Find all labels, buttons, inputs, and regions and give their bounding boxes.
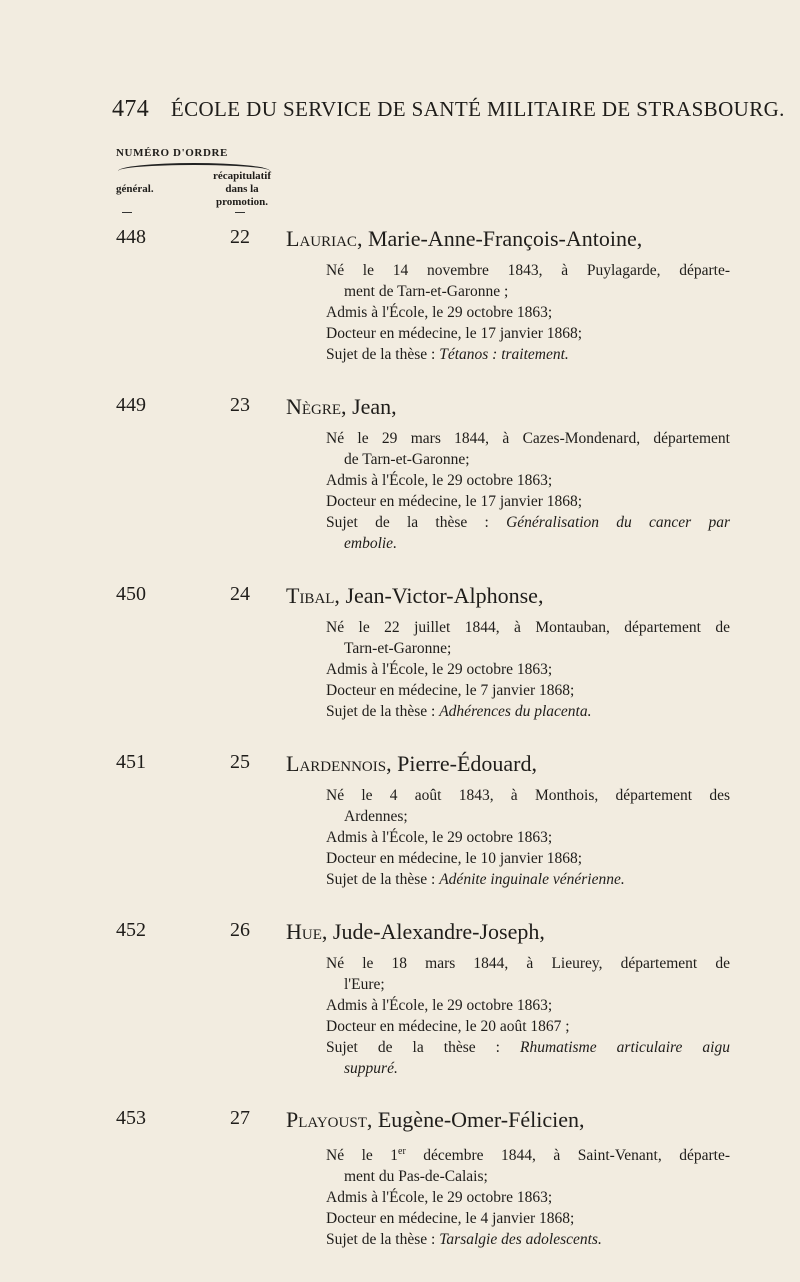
recap-number: 26 [230,919,250,941]
general-number: 450 [116,583,146,605]
general-number: 453 [116,1107,146,1129]
recap-number: 27 [230,1107,250,1129]
recap-number: 22 [230,226,250,248]
thesis-line: Sujet de la thèse : Tétanos : traitement. [326,346,569,363]
birth-line: Né le 22 juillet 1844, à Montauban, département de [326,619,730,636]
entry-name: Lauriac, Marie-Anne-François-Antoine, [286,226,643,251]
birth-line-cont: l'Eure; [344,976,385,993]
doctorate-line: Docteur en médecine, le 7 janvier 1868; [326,682,575,699]
general-number: 451 [116,751,146,773]
page-number: 474 [112,96,150,122]
entry-details [326,785,730,890]
birth-line: Né le 1er décembre 1844, à Saint-Venant, départe- [326,1146,730,1165]
birth-line-cont: ment du Pas-de-Calais; [344,1168,488,1186]
entry-name: Tibal, Jean-Victor-Alphonse, [286,583,544,608]
general-number: 448 [116,226,146,248]
birth-line: Né le 4 août 1843, à Monthois, département des [326,787,730,804]
column-header-recap: récapitulatif dans la promotion. [212,170,272,208]
thesis-line: Sujet de la thèse : Tarsalgie des adolescents. [326,1231,602,1249]
thesis-line-cont: suppuré. [344,1060,398,1077]
entry-details [326,428,730,554]
recap-number: 23 [230,394,250,416]
admission-line: Admis à l'École, le 29 octobre 1863; [326,1189,553,1207]
recap-number: 24 [230,583,250,605]
admission-line: Admis à l'École, le 29 octobre 1863; [326,829,553,846]
entry-name: Nègre, Jean, [286,394,397,419]
thesis-line: Sujet de la thèse : Adénite inguinale vénérienne. [326,871,625,888]
thesis-line: Sujet de la thèse : Généralisation du cancer par [326,514,730,531]
entry-details [326,1141,730,1250]
thesis-line: Sujet de la thèse : Adhérences du placenta. [326,703,592,720]
birth-line: Né le 14 novembre 1843, à Puylagarde, départe- [326,262,730,279]
entry-name: Lardennois, Pierre-Édouard, [286,751,537,776]
column-dash-general [122,212,132,213]
admission-line: Admis à l'École, le 29 octobre 1863; [326,472,553,489]
birth-line-cont: de Tarn-et-Garonne; [344,451,470,468]
general-number: 452 [116,919,146,941]
column-dash-recap [235,212,245,213]
birth-line-cont: ment de Tarn-et-Garonne ; [344,283,509,300]
birth-line: Né le 18 mars 1844, à Lieurey, département de [326,955,730,972]
column-header-top: NUMÉRO D'ORDRE [116,147,228,159]
admission-line: Admis à l'École, le 29 octobre 1863; [326,304,553,321]
thesis-line: Sujet de la thèse : Rhumatisme articulaire aigu [326,1039,730,1056]
doctorate-line: Docteur en médecine, le 17 janvier 1868; [326,493,583,510]
doctorate-line: Docteur en médecine, le 17 janvier 1868; [326,325,583,342]
page-header [112,96,785,123]
entry-details [326,617,730,722]
thesis-line-cont: embolie. [344,535,397,552]
admission-line: Admis à l'École, le 29 octobre 1863; [326,997,553,1014]
doctorate-line: Docteur en médecine, le 20 août 1867 ; [326,1018,570,1035]
recap-number: 25 [230,751,250,773]
entry-details [326,260,730,365]
admission-line: Admis à l'École, le 29 octobre 1863; [326,661,553,678]
entry-details [326,953,730,1079]
birth-line-cont: Ardennes; [344,808,408,825]
doctorate-line: Docteur en médecine, le 4 janvier 1868; [326,1210,575,1228]
birth-line: Né le 29 mars 1844, à Cazes-Mondenard, département [326,430,730,447]
entry-name: Playoust, Eugène-Omer-Félicien, [286,1107,585,1132]
general-number: 449 [116,394,146,416]
birth-line-cont: Tarn-et-Garonne; [344,640,452,657]
doctorate-line: Docteur en médecine, le 10 janvier 1868; [326,850,583,867]
entry-name: Hue, Jude-Alexandre-Joseph, [286,919,545,944]
page-title: ÉCOLE DU SERVICE DE SANTÉ MILITAIRE DE STRASBOURG. [170,97,785,121]
column-header-general: général. [116,183,154,195]
